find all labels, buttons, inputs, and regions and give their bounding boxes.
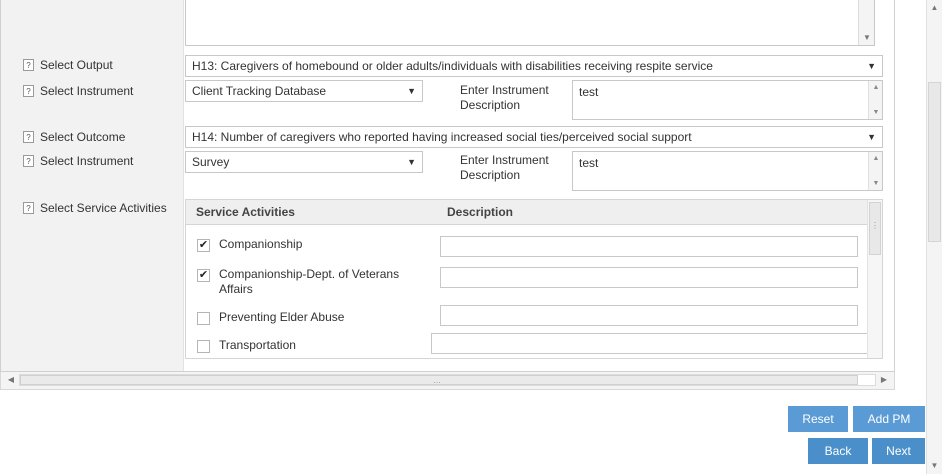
activity-description-input-4[interactable] <box>431 333 868 354</box>
column-header-service-activities: Service Activities <box>196 205 295 219</box>
activity-label: Companionship-Dept. of Veterans Affairs <box>219 267 400 296</box>
checkbox-companionship[interactable]: ✔ <box>198 239 209 251</box>
select-instrument-dropdown-2[interactable] <box>185 151 423 173</box>
help-icon[interactable]: ? <box>23 59 34 71</box>
chevron-down-icon[interactable]: ▼ <box>867 61 876 71</box>
top-textarea[interactable] <box>185 0 875 46</box>
checkbox-transportation[interactable] <box>197 340 210 353</box>
scroll-down-icon[interactable]: ▼ <box>930 461 939 470</box>
horizontal-scroll-grip: ⋯ <box>433 378 441 387</box>
table-row <box>186 233 882 266</box>
instrument-description-scrollbar-1[interactable] <box>868 81 882 119</box>
grid-header <box>186 200 882 225</box>
table-row <box>186 264 882 308</box>
label-text: Select Service Activities <box>40 200 167 215</box>
activity-description-input-2[interactable] <box>440 267 858 288</box>
grid-scrollbar-grip: ⋮ <box>871 221 879 230</box>
label-select-instrument-2 <box>23 153 133 168</box>
scroll-up-icon[interactable]: ▲ <box>930 3 939 12</box>
chevron-down-icon[interactable]: ▼ <box>867 132 876 142</box>
help-icon[interactable]: ? <box>23 155 34 167</box>
select-outcome-value: H14: Number of caregivers who reported having increased social ties/perceived social support <box>192 130 692 144</box>
horizontal-scroll-track[interactable] <box>19 374 876 386</box>
scroll-down-icon[interactable]: ▼ <box>863 33 871 42</box>
scroll-up-icon[interactable]: ▲ <box>872 155 880 162</box>
label-text: Select Output <box>40 57 113 72</box>
select-instrument-value-1: Client Tracking Database <box>192 84 327 98</box>
label-select-instrument-1 <box>23 83 133 98</box>
next-button[interactable]: Next <box>872 438 925 464</box>
label-text: Select Instrument <box>40 83 134 98</box>
label-select-service-activities <box>23 200 167 215</box>
chevron-down-icon[interactable]: ▼ <box>407 86 416 96</box>
help-icon[interactable]: ? <box>23 131 34 143</box>
select-instrument-dropdown-1[interactable] <box>185 80 423 102</box>
table-row <box>186 336 882 369</box>
grid-scrollbar[interactable] <box>867 200 882 358</box>
activity-label: Companionship <box>219 237 303 251</box>
label-text: Select Instrument <box>40 153 134 168</box>
label-text: Select Outcome <box>40 129 126 144</box>
scroll-down-icon[interactable]: ▼ <box>872 180 880 187</box>
select-outcome-dropdown[interactable] <box>185 126 883 148</box>
page-scrollbar-thumb[interactable] <box>928 82 941 242</box>
top-textarea-scrollbar[interactable] <box>858 0 874 45</box>
help-icon[interactable]: ? <box>23 202 34 214</box>
column-header-description: Description <box>447 205 514 219</box>
activity-label: Transportation <box>219 338 296 352</box>
select-output-value: H13: Caregivers of homebound or older adults/individuals with disabilities receiving respite service <box>192 59 713 73</box>
label-instrument-description-1 <box>460 83 560 113</box>
instrument-description-value-1: test <box>579 85 599 99</box>
activity-description-input-3[interactable] <box>440 305 858 326</box>
scroll-left-icon[interactable]: ◀ <box>7 375 15 384</box>
checkbox-companionship-veterans-affairs[interactable]: ✔ <box>198 269 209 281</box>
scroll-down-icon[interactable]: ▼ <box>872 109 880 116</box>
help-icon[interactable]: ? <box>23 85 34 97</box>
label-text: Enter Instrument Description <box>460 153 549 182</box>
add-pm-button[interactable]: Add PM <box>853 406 925 432</box>
instrument-description-value-2: test <box>579 156 599 170</box>
back-button[interactable]: Back <box>808 438 868 464</box>
select-instrument-value-2: Survey <box>192 155 230 169</box>
instrument-description-textarea-1[interactable] <box>572 80 883 120</box>
service-activities-grid <box>185 199 883 359</box>
instrument-description-textarea-2[interactable] <box>572 151 883 191</box>
horizontal-scrollbar[interactable] <box>0 372 895 390</box>
label-column <box>1 0 184 371</box>
label-select-outcome <box>23 129 125 144</box>
label-instrument-description-2 <box>460 153 560 183</box>
reset-button[interactable]: Reset <box>788 406 848 432</box>
checkbox-preventing-elder-abuse[interactable] <box>197 312 210 325</box>
label-select-output <box>23 57 113 72</box>
activity-label: Preventing Elder Abuse <box>219 310 345 324</box>
page-scrollbar[interactable] <box>926 0 942 474</box>
label-text: Enter Instrument Description <box>460 83 549 112</box>
scroll-up-icon[interactable]: ▲ <box>872 84 880 91</box>
activity-description-input-1[interactable] <box>440 236 858 257</box>
instrument-description-scrollbar-2[interactable] <box>868 152 882 190</box>
scroll-right-icon[interactable]: ▶ <box>880 375 888 384</box>
chevron-down-icon[interactable]: ▼ <box>407 157 416 167</box>
select-output-dropdown[interactable] <box>185 55 883 77</box>
